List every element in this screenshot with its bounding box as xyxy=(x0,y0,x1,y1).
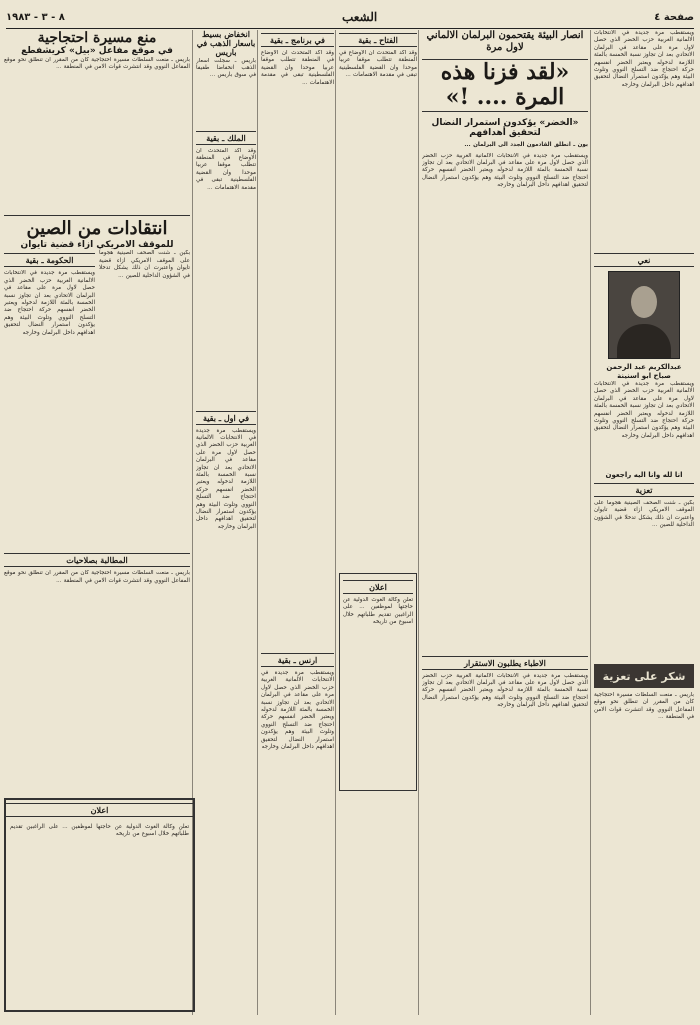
middle-body-2: ويستقطب مرة جديدة في الانتخابات الالمانية الغربية حزب الخضر الذي حصل لاول مرة على مقاعد في البرلمان الاتحادي بعد ان تجاوز نسبة الخمسة بالمئة اللازمة لدخوله ويعتبر الخضر انفسهم حركة احتجاج ضد التسلح النووي وتلوث البيئة وهم يؤكدون استمرار النضال لتحقيق اهدافهم داخل البرلمان وخارجه xyxy=(261,670,334,751)
thanks-text: باريس ـ منعت السلطات مسيرة احتجاجية كان من المقرر ان تنطلق نحو موقع المفاعل النووي وقد انتشرت قوات الامن في المنطقة ... xyxy=(594,692,694,721)
page-label: صفحة ٤ xyxy=(654,11,694,23)
condolence-title-2: تعزية xyxy=(594,483,694,497)
condolence-text-2: بكين ـ شنت الصحف الصينية هجوما على الموقف الامريكي ازاء قضية تايوان واعتبرت ان ذلك يشكل تدخلا في الشؤون الداخلية للصين ... xyxy=(594,500,694,529)
section-header: الحكومة ـ بقية xyxy=(4,253,95,267)
lead-body-2: ويستقطب مرة جديدة في الانتخابات الالمانية الغربية حزب الخضر الذي حصل لاول مرة على مقاعد في البرلمان الاتحادي بعد ان تجاوز نسبة الخمسة بالمئة اللازمة لدخوله ويعتبر الخضر انفسهم حركة احتجاج ضد التسلح النووي وتلوث البيئة وهم يؤكدون استمرار النضال لتحقيق اهدافهم داخل البرلمان وخارجه xyxy=(422,672,588,709)
china-headline: انتقادات من الصين xyxy=(26,217,168,239)
section-header: في اول ـ بقية xyxy=(196,411,256,425)
notice-body: تعلن وكالة الغوث الدولية عن حاجتها لموظفين ... على الراغبين تقديم طلباتهم خلال اسبوع من تاريخه xyxy=(343,597,413,626)
lead-story xyxy=(422,30,588,1015)
fatah-header: الفتاح ـ بقية xyxy=(339,33,417,47)
notice-box xyxy=(339,573,417,791)
section-header: ارنس ـ بقية xyxy=(261,653,334,667)
china-subhead: للموقف الامريكي ازاء قضية تايوان xyxy=(20,239,174,250)
column-rule xyxy=(590,30,591,1015)
condolence-text: ويستقطب مرة جديدة في الانتخابات الالمانية الغربية حزب الخضر الذي حصل لاول مرة على مقاعد في البرلمان الاتحادي بعد ان تجاوز نسبة الخمسة بالمئة اللازمة لدخوله ويعتبر الخضر انفسهم حركة احتجاج ضد التسلح النووي وتلوث البيئة وهم يؤكدون استمرار النضال لتحقيق اهدافهم داخل البرلمان وخارجه xyxy=(594,381,694,439)
article-body: ويستقطب مرة جديدة في الانتخابات الالمانية الغربية حزب الخضر الذي حصل لاول مرة على مقاعد في البرلمان الاتحادي بعد ان تجاوز نسبة الخمسة بالمئة اللازمة لدخوله ويعتبر الخضر انفسهم حركة احتجاج ضد التسلح النووي وتلوث البيئة وهم يؤكدون استمرار النضال لتحقيق اهدافهم داخل البرلمان وخارجه xyxy=(594,30,694,88)
prices-body: باريس ـ سجلت اسعار الذهب انخفاضا طفيفا في سوق باريس ... xyxy=(196,57,256,79)
lead-kicker: انصار البيئة يقتحمون البرلمان الالماني لاول مرة xyxy=(426,30,584,53)
issue-date: ٨ - ٣ - ١٩٨٣ xyxy=(6,11,65,23)
masthead xyxy=(6,6,694,29)
ad-title: اعلان xyxy=(6,803,193,817)
deceased-name: عبدالكريم عبد الرحمن xyxy=(606,363,682,371)
portrait-photo xyxy=(608,271,680,359)
ad-body: تعلن وكالة الغوث الدولية عن حاجتها لموظفين ... على الراغبين تقديم طلباتهم خلال اسبوع من تاريخه xyxy=(10,824,189,838)
paper-name: الشعب xyxy=(341,10,378,24)
condolence-footer: انا لله وانا اليه راجعون xyxy=(605,471,683,479)
column-rule xyxy=(418,30,419,1015)
march-body: وقد اكد المتحدث ان الاوضاع في المنطقة تتطلب موقفا عربيا موحدا وان القضية الفلسطينية تبقى في مقدمة الاهتمامات ... xyxy=(196,147,256,191)
section-header: المطالبة بصلاحيات xyxy=(4,553,190,567)
protest-body: باريس ـ منعت السلطات مسيرة احتجاجية كان من المقرر ان تنطلق نحو موقع المفاعل النووي وقد انتشرت قوات الامن في المنطقة ... xyxy=(4,56,190,71)
deceased-name-2: صباح ابو اسنينة xyxy=(617,372,671,380)
section-header: في برنامج ـ بقية xyxy=(261,33,334,47)
condolence-title: نعي xyxy=(594,253,694,267)
middle-body: وقد اكد المتحدث ان الاوضاع في المنطقة تتطلب موقفا عربيا موحدا وان القضية الفلسطينية تبقى في مقدمة الاهتمامات ... xyxy=(261,50,334,86)
government-body: ويستقطب مرة جديدة في الانتخابات الالمانية الغربية حزب الخضر الذي حصل لاول مرة على مقاعد في البرلمان الاتحادي بعد ان تجاوز نسبة الخمسة بالمئة اللازمة لدخوله ويعتبر الخضر انفسهم حركة احتجاج ضد التسلح النووي وتلوث البيئة وهم يؤكدون استمرار النضال لتحقيق اهدافهم داخل البرلمان وخارجه xyxy=(4,270,95,336)
first-body: ويستقطب مرة جديدة في الانتخابات الالمانية الغربية حزب الخضر الذي حصل لاول مرة على مقاعد في البرلمان الاتحادي بعد ان تجاوز نسبة الخمسة بالمئة اللازمة لدخوله ويعتبر الخضر انفسهم حركة احتجاج ضد التسلح النووي وتلوث البيئة وهم يؤكدون استمرار النضال لتحقيق اهدافهم داخل البرلمان وخارجه xyxy=(196,427,256,530)
fatah-body: وقد اكد المتحدث ان الاوضاع في المنطقة تتطلب موقفا عربيا موحدا وان القضية الفلسطينية تبقى في مقدمة الاهتمامات ... xyxy=(339,50,417,79)
middle-column xyxy=(261,30,334,1015)
sons-body: باريس ـ منعت السلطات مسيرة احتجاجية كان من المقرر ان تنطلق نحو موقع المفاعل النووي وقد انتشرت قوات الامن في المنطقة ... xyxy=(4,570,190,584)
section-header: الملك ـ بقية xyxy=(196,131,256,145)
lead-body: ويستقطب مرة جديدة في الانتخابات الالمانية الغربية حزب الخضر الذي حصل لاول مرة على مقاعد في البرلمان الاتحادي بعد ان تجاوز نسبة الخمسة بالمئة اللازمة لدخوله ويعتبر الخضر انفسهم حركة احتجاج ضد التسلح النووي وتلوث البيئة وهم يؤكدون استمرار النضال لتحقيق اهدافهم داخل البرلمان وخارجه xyxy=(422,152,588,189)
thanks-banner: شكر على تعزية xyxy=(594,664,694,688)
section-header: الاطباء يطلبون الاستقرار xyxy=(422,656,588,670)
fatah-column xyxy=(339,30,417,1015)
column-rule xyxy=(335,30,336,1015)
lead-headline: «لقد فزنا هذه المرة .... !» xyxy=(422,59,588,112)
notice-title: اعلان xyxy=(343,580,413,594)
protest-subhead: في موقع مفاعل «بيل» كريشفطع xyxy=(21,46,173,57)
lead-subhead: «الخضر» يؤكدون استمرار النضال لتحقيق أهدافهم xyxy=(431,117,579,139)
advertisement-box xyxy=(4,798,195,1012)
left-column xyxy=(4,30,190,800)
condolences-column xyxy=(594,30,694,1015)
prices-headline: انخفاض بسيط باسعار الذهب في باريس xyxy=(196,30,256,58)
protest-headline: منع مسيرة احتجاجية xyxy=(37,30,157,46)
prices-column xyxy=(196,30,256,1015)
column-rule xyxy=(257,30,258,1015)
lead-deck: بون ـ انطلق القادمون الجدد الى البرلمان ... xyxy=(464,142,588,149)
china-body: بكين ـ شنت الصحف الصينية هجوما على الموقف الامريكي ازاء قضية تايوان واعتبرت ان ذلك يشكل تدخلا في الشؤون الداخلية للصين ... xyxy=(99,250,190,279)
